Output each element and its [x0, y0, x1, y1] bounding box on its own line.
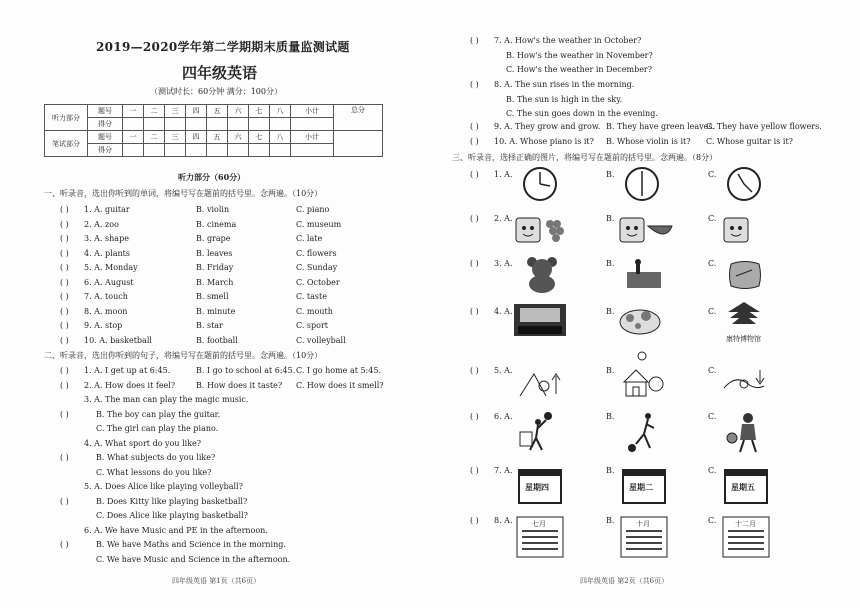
section3-instruction: 三、听录音，选择正确的图片，将编号写在题前的括号里。念两遍。（8分） — [452, 153, 718, 162]
option-b-label: B. — [606, 259, 615, 268]
score-cell[interactable] — [165, 118, 186, 131]
score-cell[interactable] — [165, 144, 186, 157]
option-b: B. They have green leaves. — [606, 122, 716, 131]
col-header: 五 — [207, 105, 228, 118]
option-b: B. grape — [196, 234, 231, 243]
col-header: 四 — [186, 131, 207, 144]
option-line: 7. A. How's the weather in October? — [494, 36, 642, 45]
sunset-icon — [722, 366, 766, 392]
col-header: 三 — [165, 105, 186, 118]
section2-instruction: 二、听录音，选出你听到的句子，将编号写在题前的括号里。念两遍。（10分） — [44, 351, 323, 360]
option-a-label: 3. A. — [494, 259, 513, 268]
col-header: 七 — [249, 105, 270, 118]
score-cell[interactable] — [207, 118, 228, 131]
answer-blank[interactable]: ( ) — [60, 366, 69, 375]
score-cell[interactable] — [249, 144, 270, 157]
answer-blank[interactable]: ( ) — [470, 259, 479, 268]
option-a: 7. A. touch — [84, 292, 128, 301]
option-b: B. Friday — [196, 263, 234, 272]
option-c: C. late — [296, 234, 323, 243]
zoo-icon — [618, 302, 662, 336]
answer-blank[interactable]: ( ) — [470, 516, 479, 525]
option-line: C. What lessons do you like? — [96, 467, 212, 477]
option-c-label: C. — [708, 516, 717, 525]
cup-and-watermelon-icon — [618, 212, 674, 246]
answer-blank[interactable]: ( ) — [60, 496, 69, 506]
score-cell[interactable] — [186, 118, 207, 131]
total-header: 总分 — [334, 105, 383, 131]
option-a-label: 6. A. — [494, 412, 513, 421]
option-b: B. smell — [196, 292, 229, 301]
option-line: C. Does Alice like playing basketball? — [96, 511, 248, 520]
answer-blank[interactable]: ( ) — [60, 453, 69, 462]
option-c-label: C. — [708, 412, 717, 421]
option-b: B. How does it taste? — [196, 380, 283, 390]
option-c-label: C. — [708, 466, 717, 475]
exam-title: 2019—2020学年第二学期期末质量监测试题 — [96, 40, 350, 54]
option-a: 3. A. shape — [84, 234, 129, 243]
option-a-label: 5. A. — [494, 366, 513, 375]
score-cell[interactable] — [270, 144, 291, 157]
score-cell[interactable] — [291, 118, 334, 131]
score-cell[interactable] — [144, 144, 165, 157]
col-header: 二 — [144, 131, 165, 144]
option-c-label: C. — [708, 214, 717, 223]
col-header: 六 — [228, 105, 249, 118]
option-b-label: B. — [606, 214, 615, 223]
section1-instruction: 一、听录音，选出你听到的单词，将编号写在题前的括号里。念两遍。（10分） — [44, 189, 323, 198]
cup-and-grapes-icon — [514, 212, 566, 246]
answer-blank[interactable]: ( ) — [470, 122, 479, 131]
option-a: 2. A. How does it feel? — [84, 380, 176, 390]
answer-blank[interactable]: ( ) — [60, 380, 69, 390]
answer-blank[interactable]: ( ) — [470, 36, 479, 45]
calendar-month-label: 十二月 — [735, 520, 756, 528]
score-cell[interactable] — [123, 118, 144, 131]
exam-subtitle: 四年级英语 — [182, 64, 258, 82]
option-a-label: 4. A. — [494, 307, 513, 316]
footer-right: 四年级英语 第2页（共6页） — [580, 577, 669, 585]
museum-caption: 康特博物馆 — [726, 335, 761, 343]
score-cell[interactable] — [270, 118, 291, 131]
option-c-label: C. — [708, 366, 717, 375]
calendar-day-label: 星期五 — [731, 482, 755, 492]
house-and-sun-icon — [620, 350, 664, 398]
option-line: B. What subjects do you like? — [96, 453, 216, 462]
option-line: C. We have Music and Science in the afternoon. — [96, 554, 291, 564]
option-line: 4. A. What sport do you like? — [84, 438, 202, 448]
score-cell[interactable] — [249, 118, 270, 131]
col-header: 七 — [249, 131, 270, 144]
clock-icon — [522, 166, 558, 202]
answer-blank[interactable]: ( ) — [60, 219, 69, 229]
col-header: 五 — [207, 131, 228, 144]
total-score-cell[interactable] — [334, 131, 383, 157]
option-b-label: B. — [606, 366, 615, 375]
option-c: C. I go home at 5:45. — [296, 366, 381, 375]
option-a-label: 7. A. — [494, 466, 513, 475]
score-cell[interactable] — [144, 118, 165, 131]
col-header: 三 — [165, 131, 186, 144]
row-label: 题号 — [88, 131, 123, 144]
option-a-label: 2. A. — [494, 214, 513, 223]
option-b-label: B. — [606, 516, 615, 525]
row-label: 得分 — [88, 118, 123, 131]
col-header: 八 — [270, 105, 291, 118]
calendar-day-label: 星期二 — [629, 482, 653, 492]
page-2 — [430, 0, 860, 608]
option-c: C. sport — [296, 321, 329, 330]
footer-left: 四年级英语 第1页（共6页） — [172, 577, 261, 585]
option-b: B. March — [196, 277, 234, 287]
option-a-label: 1. A. — [494, 170, 513, 179]
option-c: C. taste — [296, 292, 327, 301]
clock-icon — [624, 166, 660, 202]
option-a: 10. A. Whose piano is it? — [494, 137, 594, 146]
score-table — [44, 104, 383, 157]
score-cell[interactable] — [228, 118, 249, 131]
option-c-label: C. — [708, 259, 717, 268]
calendar-month-label: 十月 — [636, 520, 650, 528]
option-line: B. Does Kitty like playing basketball? — [96, 496, 248, 506]
basketball-girl-icon — [724, 410, 764, 454]
option-a: 2. A. zoo — [84, 219, 119, 229]
option-c: C. They have yellow flowers. — [706, 122, 822, 131]
football-player-icon — [624, 410, 660, 454]
option-line: C. How's the weather in December? — [506, 65, 653, 74]
calendar-day-icon — [724, 466, 768, 504]
option-line: C. The sun goes down in the evening. — [506, 109, 658, 118]
option-c: C. piano — [296, 205, 330, 214]
option-b-label: B. — [606, 412, 615, 421]
col-header: 小计 — [291, 105, 334, 118]
option-b: B. star — [196, 321, 223, 330]
score-cell[interactable] — [228, 144, 249, 157]
col-header: 二 — [144, 105, 165, 118]
option-b: B. leaves — [196, 248, 233, 258]
option-line: B. How's the weather in November? — [506, 50, 653, 60]
answer-blank[interactable]: ( ) — [470, 137, 479, 146]
option-c: C. mouth — [296, 306, 333, 316]
answer-blank[interactable]: ( ) — [60, 205, 69, 214]
answer-blank[interactable]: ( ) — [60, 321, 69, 330]
score-cell[interactable] — [123, 144, 144, 157]
option-c: C. Whose guitar is it? — [706, 137, 793, 146]
option-b: B. violin — [196, 205, 230, 214]
option-c: C. volleyball — [296, 335, 346, 345]
calendar-day-icon — [622, 466, 666, 504]
option-line: 3. A. The man can play the magic music. — [84, 395, 249, 404]
pillow-icon — [726, 256, 764, 294]
option-a-label: 8. A. — [494, 516, 513, 525]
col-header: 一 — [123, 105, 144, 118]
answer-blank[interactable]: ( ) — [470, 80, 479, 89]
answer-blank[interactable]: ( ) — [60, 263, 69, 272]
answer-blank[interactable]: ( ) — [60, 306, 69, 316]
answer-blank[interactable]: ( ) — [60, 335, 69, 345]
option-line: B. We have Maths and Science in the morning. — [96, 540, 286, 549]
answer-blank[interactable]: ( ) — [470, 466, 479, 475]
option-b: B. football — [196, 335, 238, 345]
answer-blank[interactable]: ( ) — [60, 234, 69, 243]
col-header: 八 — [270, 131, 291, 144]
col-header: 六 — [228, 131, 249, 144]
col-header: 小计 — [291, 131, 334, 144]
row-header: 笔试部分 — [45, 131, 88, 157]
option-line: B. The sun is high in the sky. — [506, 94, 623, 104]
option-b: B. cinema — [196, 219, 237, 229]
listening-heading: 听力部分（60分） — [178, 172, 246, 182]
row-label: 题号 — [88, 105, 123, 118]
option-a: 8. A. moon — [84, 306, 128, 316]
teddy-bear-icon — [522, 256, 562, 294]
calendar-day-icon — [518, 466, 562, 504]
answer-blank[interactable]: ( ) — [470, 366, 479, 375]
option-line: 5. A. Does Alice like playing volleyball? — [84, 482, 243, 491]
calendar-month-icon — [722, 516, 770, 558]
option-c: C. How does it smell? — [296, 380, 384, 390]
option-c: C. October — [296, 277, 340, 287]
option-line: B. The boy can play the guitar. — [96, 409, 221, 419]
option-a: 1. A. I get up at 6:45. — [84, 366, 171, 375]
option-a: 10. A. basketball — [84, 335, 152, 345]
option-c-label: C. — [708, 170, 717, 179]
sunrise-icon — [518, 362, 562, 398]
calendar-month-icon — [516, 516, 564, 558]
option-b: B. minute — [196, 306, 236, 316]
option-a: 9. A. They grow and grow. — [494, 122, 601, 131]
col-header: 一 — [123, 131, 144, 144]
option-b-label: B. — [606, 466, 615, 475]
answer-blank[interactable]: ( ) — [60, 277, 69, 287]
option-b-label: B. — [606, 170, 615, 179]
row-header: 听力部分 — [45, 105, 88, 131]
option-line: 6. A. We have Music and PE in the afternoon. — [84, 525, 268, 535]
option-line: 8. A. The sun rises in the morning. — [494, 80, 635, 89]
option-c-label: C. — [708, 307, 717, 316]
answer-blank[interactable]: ( ) — [470, 412, 479, 421]
option-c: C. museum — [296, 219, 342, 229]
score-cell[interactable] — [207, 144, 228, 157]
option-a: 5. A. Monday — [84, 263, 138, 272]
option-b: B. Whose violin is it? — [606, 137, 691, 146]
museum-icon — [726, 300, 762, 332]
option-c: C. Sunday — [296, 263, 338, 272]
option-a: 9. A. stop — [84, 321, 123, 330]
answer-blank[interactable]: ( ) — [60, 248, 69, 258]
option-b: B. I go to school at 6:45. — [196, 366, 296, 375]
answer-blank[interactable]: ( ) — [60, 540, 69, 549]
cinema-icon — [514, 304, 566, 336]
calendar-day-label: 星期四 — [525, 482, 549, 492]
option-line: C. The girl can play the piano. — [96, 424, 219, 433]
score-cell[interactable] — [291, 144, 334, 157]
col-header: 四 — [186, 105, 207, 118]
sandpaper-icon — [624, 258, 664, 292]
volleyball-player-icon — [518, 410, 560, 454]
clock-icon — [726, 166, 762, 202]
answer-blank[interactable]: ( ) — [60, 292, 69, 301]
option-c: C. flowers — [296, 248, 337, 258]
option-a: 1. A. guitar — [84, 205, 130, 214]
answer-blank[interactable]: ( ) — [470, 214, 479, 223]
cup-icon — [722, 212, 752, 246]
answer-blank[interactable]: ( ) — [470, 307, 479, 316]
answer-blank[interactable]: ( ) — [470, 170, 479, 179]
calendar-month-icon — [620, 516, 668, 558]
row-label: 得分 — [88, 144, 123, 157]
answer-blank[interactable]: ( ) — [60, 409, 69, 419]
option-a: 6. A. August — [84, 277, 134, 287]
calendar-month-label: 七月 — [532, 520, 546, 528]
option-b-label: B. — [606, 307, 615, 316]
option-a: 4. A. plants — [84, 248, 130, 258]
score-cell[interactable] — [186, 144, 207, 157]
exam-meta: （测试时长：60分钟 满分：100分） — [150, 87, 282, 96]
